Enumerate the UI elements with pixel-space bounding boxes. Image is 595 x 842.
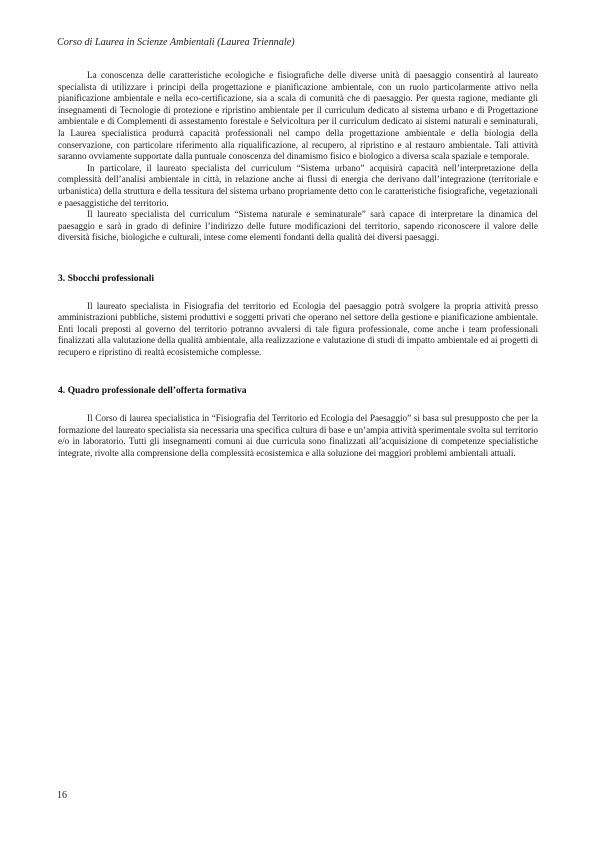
running-header: Corso di Laurea in Scienze Ambientali (Laurea Triennale) [57, 37, 295, 48]
section-heading-professional-framework: 4. Quadro professionale dell’offerta formativa [58, 385, 247, 397]
paragraph-professional-framework: Il Corso di laurea specialistica in “Fisiografia del Territorio ed Ecologia del Paesaggio” si basa sul presupposto che per la formazione del laureato specialista sia necessaria una specifica cultura di base e un’ampia attività sperimentale svolta sul territorio e/o in laboratorio. Tutti gli insegnamenti comuni ai due curricula sono finalizzati all’acquisizione di competenze specialistiche integrate, rivolte alla comprensione della complessità ecosistemica e alla soluzione dei maggiori problemi ambientali attuali. [58, 413, 538, 458]
document-body [58, 70, 538, 459]
paragraph-career-outlets: Il laureato specialista in Fisiografia del territorio ed Ecologia del paesaggio potrà svolgere la propria attività presso amministrazioni pubbliche, sistemi produttivi e soggetti privati che operano nel settore della gestione e pianificazione ambientale. Enti locali preposti al governo del territorio potranno avvalersi di tale figura professionale, come anche i team professionali finalizzati alla valutazione della qualità ambientale, alla realizzazione e valutazione di studi di impatto ambientale ed ai progetti di recupero e ripristino di realtà ecosistemiche complesse. [58, 300, 538, 357]
section-heading-career-outlets: 3. Sbocchi professionali [58, 272, 155, 284]
paragraph-landscape-knowledge: La conoscenza delle caratteristiche ecologiche e fisiografiche delle diverse unità di paesaggio consentirà al laureato specialista di utilizzare i principi della progettazione e pianificazione ambientale, con un ruolo particolarmente attivo nella pianificazione ambientale e nella eco-certificazione, sia a scala di comunità che di paesaggio. Per questa ragione, mediante gli insegnamenti di Tecnologie di protezione e ripristino ambientale per il curriculum dedicato al sistema urbano e di Progettazione ambientale e di Complementi di assestamento forestale e Selvicoltura per il curriculum dedicato ai sistemi naturali e seminaturali, la Laurea specialistica produrrà capacità professionali nel campo della progettazione ambientale e della biologia della conservazione, con particolare riferimento alla riqualificazione, al recupero, al ripristino e al restauro ambientale. Tali attività saranno ovviamente supportate dalla puntuale conoscenza del dinamismo fisico e biologico a diversa scala spaziale e temporale. [58, 70, 538, 162]
paragraph-urban-curriculum: In particolare, il laureato specialista del curriculum “Sistema urbano” acquisirà capacità nell’interpretazione della complessità dell’analisi ambientale in città, in relazione anche ai flussi di energia che derivano dall’integrazione (territoriale e urbanistica) della struttura e della tessitura del sistema urbano propriamente detto con le caratteristiche fisiografiche, vegetazionali e paesaggistiche del territorio. [58, 162, 538, 208]
paragraph-natural-curriculum: Il laureato specialista del curriculum “Sistema naturale e seminaturale” sarà capace di interpretare la dinamica del paesaggio e sarà in grado di definire l’indirizzo delle future modificazioni del territorio, sapendo riconoscere il valore delle diversità fisiche, biologiche e culturali, intese come elementi fondanti della qualità dei diversi paesaggi. [58, 209, 538, 243]
page-number: 16 [57, 790, 67, 801]
